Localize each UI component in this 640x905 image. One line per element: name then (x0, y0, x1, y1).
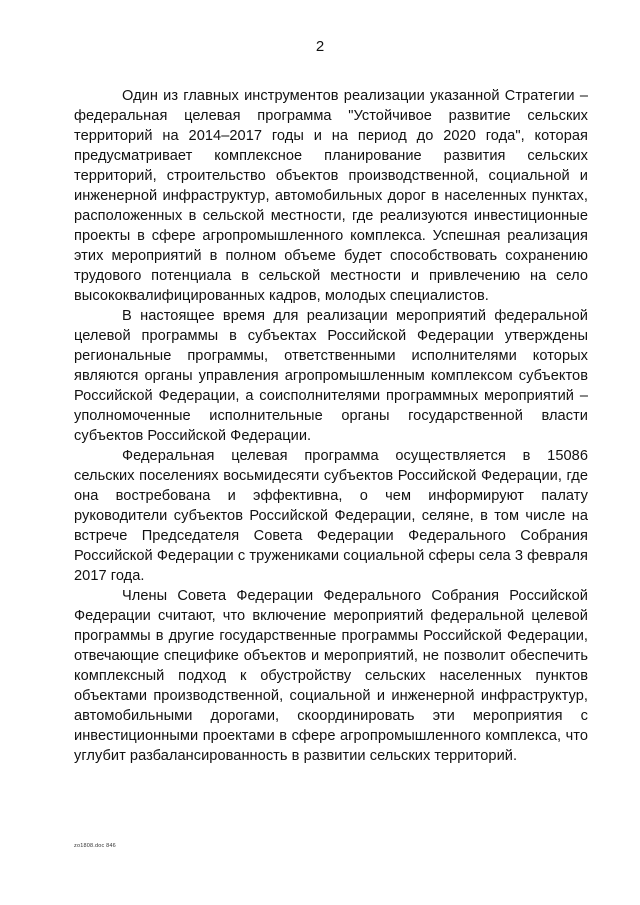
paragraph-council-opinion: Члены Совета Федерации Федерального Собрания Российской Федерации считают, что включение мероприятий федеральной целевой программы в другие государственные программы Российской Федерации, отвечающие специфике объектов и мероприятий, не позволит обеспечить комплексный подход к обустройству сельских населенных пунктов объектами производственной, социальной и инженерной инфраструктур, автомобильными дорогами, скоординировать эти мероприятия с инвестиционными проектами в сфере агропромышленного комплекса, что углубит разбалансированность в развитии сельских территорий. (74, 588, 588, 764)
file-reference-footer: zo1808.doc 846 (74, 843, 116, 849)
document-body (74, 86, 588, 766)
paragraph-implementation: Федеральная целевая программа осуществляется в 15086 сельских поселениях восьмидесяти субъектов Российской Федерации, где она востребована и эффективна, о чем информируют палату руководители субъектов Российской Федерации, селяне, в том числе на встрече Председателя Совета Федерации Федерального Собрания Российской Федерации с тружениками социальной сферы села 3 февраля 2017 года. (74, 448, 588, 584)
paragraph-strategy: Один из главных инструментов реализации указанной Стратегии – федеральная целевая программа "Устойчивое развитие сельских территорий на 2014–2017 годы и на период до 2020 года", которая предусматривает комплексное планирование развития сельских территорий, строительство объектов производственной, социальной и инженерной инфраструктур, автомобильных дорог в населенных пунктах, расположенных в сельской местности, где реализуются инвестиционные проекты в сфере агропромышленного комплекса. Успешная реализация этих мероприятий в полном объеме будет способствовать сохранению трудового потенциала в сельской местности и привлечению на село высококвалифицированных кадров, молодых специалистов. (74, 88, 588, 304)
paragraph-regional-programs: В настоящее время для реализации мероприятий федеральной целевой программы в субъектах Российской Федерации утверждены региональные программы, ответственными исполнителями которых являются органы управления агропромышленным комплексом субъектов Российской Федерации, а соисполнителями программных мероприятий – уполномоченные исполнительные органы государственной власти субъектов Российской Федерации. (74, 308, 588, 444)
page-number: 2 (315, 38, 325, 55)
